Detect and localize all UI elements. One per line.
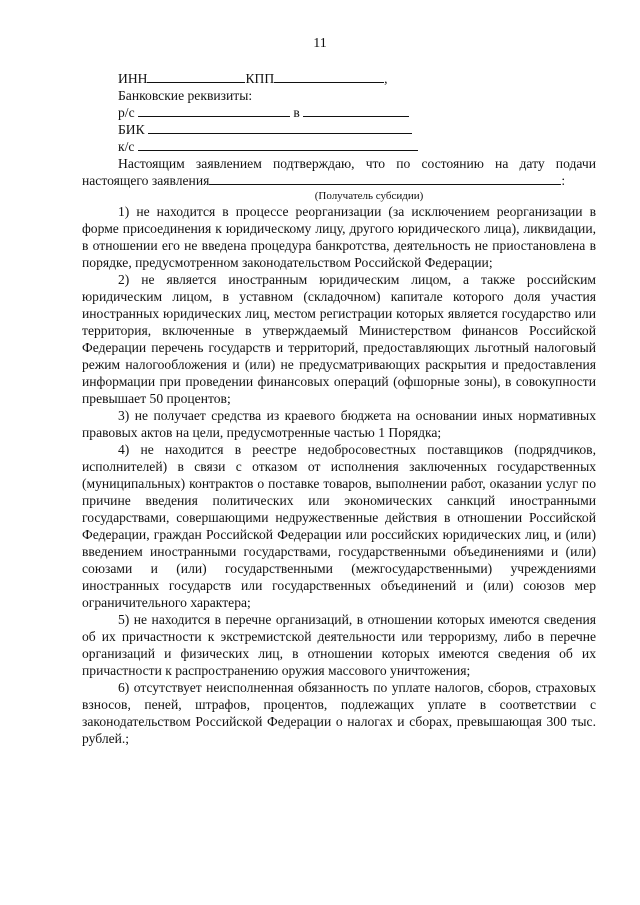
bik-row [82, 121, 596, 138]
inn-field[interactable] [147, 70, 245, 83]
conditions-list [82, 203, 596, 747]
condition-item: 2) не является иностранным юридическим лицом, а также российским юридическим лицом, в уставном (складочном) капитале которого доля участия иностранных юридических лиц, местом регистрации которых является государство или территория, включенные в утверждаемый Министерством финансов Российской Федерации перечень государств и территорий, предоставляющих льготный налоговый режим налогообложения и (или) не предусматривающих раскрытия и предоставления информации при проведении финансовых операций (офшорные зоны), в совокупности превышает 50 процентов; [82, 272, 596, 406]
inn-label: ИНН [118, 71, 148, 86]
kpp-label: КПП [245, 71, 275, 86]
statement-end: : [561, 173, 566, 188]
condition-item: 3) не получает средства из краевого бюджета на основании иных нормативных правовых актов на цели, предусмотренные частью 1 Порядка; [82, 408, 596, 440]
condition-item: 5) не находится в перечне организаций, в отношении которых имеются сведения об их причастности к экстремистской деятельности или терроризму, либо в перечне организаций и физических лиц, в отношении которых имеются сведения об их причастности к распространению оружия массового уничтожения; [82, 612, 596, 678]
page-number: 11 [313, 36, 327, 51]
kpp-field[interactable] [274, 70, 384, 83]
statement-start: настоящего заявления [82, 173, 210, 188]
condition-item: 6) отсутствует неисполненная обязанность по уплате налогов, сборов, страховых взносов, пеней, штрафов, процентов, подлежащих уплате в соответствии с законодательством Российской Федерации о налогах и сборах, превышающая 300 тыс. рублей.; [82, 680, 596, 746]
condition-item: 4) не находится в реестре недобросовестных поставщиков (подрядчиков, исполнителей) в связи с отказом от исполнения заключенных государственных (муниципальных) контрактов о поставке товаров, выполнении работ, оказании услуг по причине введения политических или экономических санкций иностранными государствами, совершающими недружественные действия в отношении Российской Федерации, граждан Российской Федерации или российских юридических лиц, и (или) введением иностранными государствами, государственными объединениями и (или) союзами и (или) государственными (межгосударственными) учреждениями иностранных государств или государственных объединений и (или) союзов мер ограничительного характера; [82, 442, 596, 610]
inn-kpp-row [82, 70, 596, 87]
recipient-caption: (Получатель субсидии) [314, 190, 424, 202]
corr-account-row [82, 138, 596, 155]
recipient-field[interactable] [209, 172, 561, 185]
condition-item: 1) не находится в процессе реорганизации (за исключением реорганизации в форме присоединения к юридическому лицу, другого юридического лица), ликвидации, в отношении его не введена процедура банкротства, деятельность не приостановлена в порядке, предусмотренном законодательством Российской Федерации; [82, 204, 596, 270]
form-body [82, 70, 596, 747]
bank-name-field[interactable] [303, 104, 409, 117]
bank-details-row [82, 87, 596, 104]
account-field[interactable] [138, 104, 290, 117]
kpp-tail: , [384, 71, 388, 86]
bank-details-label: Банковские реквизиты: [118, 88, 253, 103]
statement-line-2 [82, 172, 596, 189]
corr-account-field[interactable] [138, 138, 418, 151]
bank-in-label: в [293, 105, 300, 120]
statement-line-1 [82, 155, 596, 172]
corr-account-label: к/с [118, 139, 135, 154]
statement-text: Настоящим заявлением подтверждаю, что по состоянию на дату подачи [118, 156, 596, 171]
bik-label: БИК [118, 122, 145, 137]
account-row [82, 104, 596, 121]
bik-field[interactable] [148, 121, 412, 134]
account-label: р/с [118, 105, 135, 120]
